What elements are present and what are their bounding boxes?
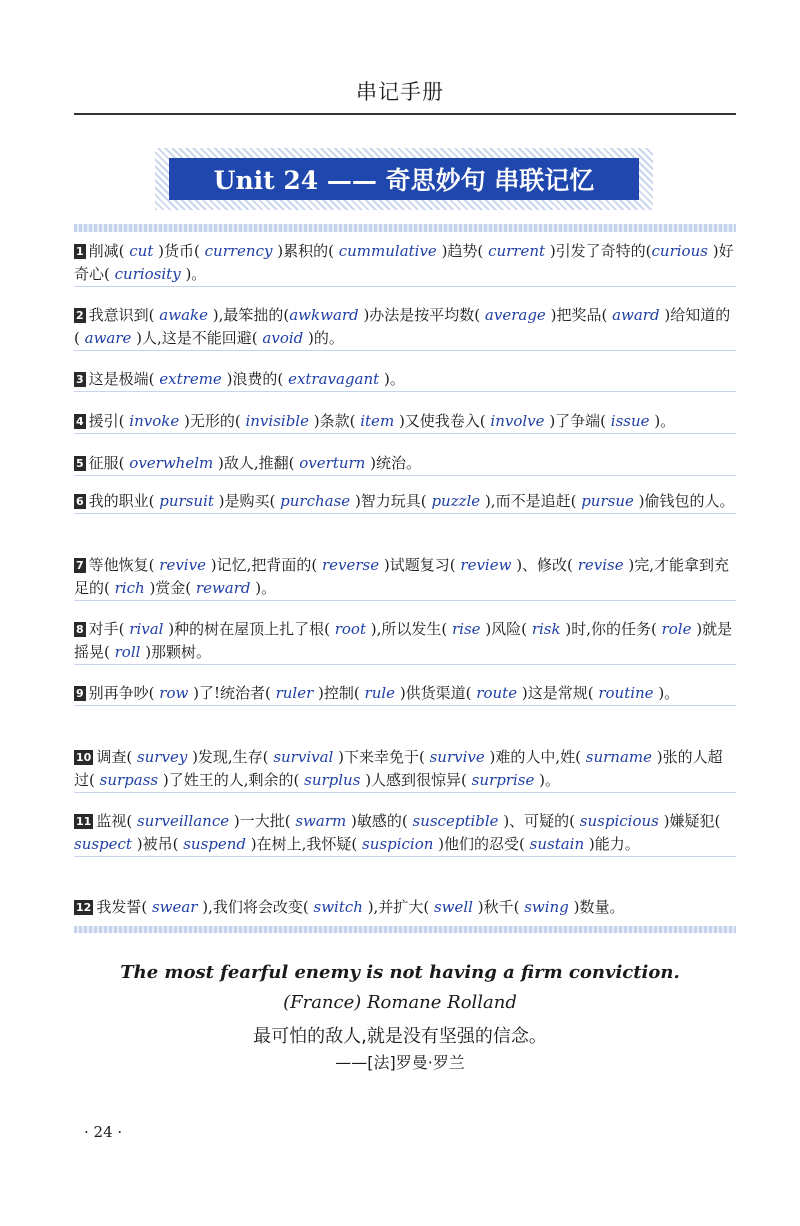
sentence-item <box>74 364 736 392</box>
chinese-text: )种的树在屋顶上扎了根( <box>168 620 330 638</box>
english-keyword: pursuit <box>154 492 219 510</box>
item-number-badge: 10 <box>76 751 92 764</box>
english-keyword: routine <box>593 684 659 702</box>
english-keyword: surpass <box>94 771 163 789</box>
chinese-text: 我意识到( <box>88 306 155 324</box>
chinese-text: )张的人超过( <box>74 748 723 789</box>
chinese-text: )人感到很惊异( <box>365 771 467 789</box>
content-top-border <box>74 224 736 232</box>
sentence-item <box>74 550 736 601</box>
english-keyword: route <box>471 684 522 702</box>
chinese-text: )了!统治者( <box>193 684 271 702</box>
english-keyword: root <box>329 620 371 638</box>
item-number-badge: 9 <box>76 687 84 700</box>
sentence-item <box>74 486 736 514</box>
chinese-text: 削减( <box>88 242 125 260</box>
english-keyword: currency <box>199 242 278 260</box>
chinese-text: 对手( <box>88 620 125 638</box>
english-keyword: suspicious <box>575 812 664 830</box>
chinese-text: )。 <box>658 684 680 702</box>
english-keyword: revive <box>154 556 211 574</box>
chinese-text: )完,才能拿到充足的( <box>74 556 729 597</box>
chinese-text: 我的职业( <box>88 492 155 510</box>
chinese-text: )是购买( <box>218 492 276 510</box>
sentence-item <box>74 406 736 434</box>
english-keyword: awkward <box>289 306 364 324</box>
chinese-text: 等他恢复( <box>88 556 155 574</box>
english-keyword: swell <box>429 898 478 916</box>
chinese-text: )能力。 <box>588 835 640 853</box>
chinese-text: )难的人中,姓( <box>489 748 581 766</box>
english-keyword: current <box>483 242 550 260</box>
chinese-text: )条款( <box>313 412 356 430</box>
english-keyword: pursue <box>576 492 639 510</box>
item-number-badge: 5 <box>76 457 84 470</box>
english-keyword: purchase <box>275 492 355 510</box>
sentence-item <box>74 236 736 287</box>
chinese-text: )办法是按平均数( <box>363 306 481 324</box>
chinese-text: )、修改( <box>516 556 573 574</box>
english-keyword: aware <box>79 329 137 347</box>
chinese-text: )在树上,我怀疑( <box>250 835 358 853</box>
chinese-text: )。 <box>539 771 560 789</box>
chinese-text: 别再争吵( <box>88 684 155 702</box>
chinese-text: )下来幸免于( <box>338 748 425 766</box>
sentence-item <box>74 678 736 706</box>
chinese-text: )。 <box>383 370 405 388</box>
chinese-text: )一大批( <box>233 812 291 830</box>
chinese-text: 这是极端( <box>88 370 155 388</box>
english-keyword: roll <box>109 643 146 661</box>
english-keyword: switch <box>308 898 368 916</box>
english-keyword: awake <box>154 306 213 324</box>
page-header-title: 串记手册 <box>356 80 444 104</box>
english-keyword: swear <box>147 898 203 916</box>
chinese-text: )引发了奇特的( <box>549 242 652 260</box>
english-keyword: rival <box>124 620 169 638</box>
unit-banner-title: Unit 24 —— 奇思妙句 串联记忆 <box>169 158 639 200</box>
english-keyword: overwhelm <box>124 454 219 472</box>
chinese-text: )的。 <box>308 329 344 347</box>
english-keyword: reverse <box>317 556 384 574</box>
english-keyword: issue <box>606 412 655 430</box>
chinese-text: ),而不是追赶( <box>484 492 577 510</box>
item-number-badge: 8 <box>76 623 84 636</box>
item-number-badge: 12 <box>76 901 92 914</box>
chinese-text: )统治。 <box>370 454 421 472</box>
english-keyword: rich <box>109 579 150 597</box>
english-keyword: role <box>656 620 697 638</box>
sentence-item <box>74 300 736 351</box>
chinese-text: 调查( <box>96 748 133 766</box>
english-keyword: surname <box>581 748 657 766</box>
chinese-text: )、可疑的( <box>503 812 576 830</box>
chinese-text: )他们的忍受( <box>438 835 525 853</box>
english-keyword: reward <box>191 579 256 597</box>
item-number-badge: 3 <box>76 373 84 386</box>
english-keyword: rise <box>447 620 486 638</box>
english-keyword: involve <box>485 412 550 430</box>
english-keyword: survival <box>268 748 339 766</box>
english-keyword: puzzle <box>426 492 485 510</box>
english-keyword: suspect <box>74 835 137 853</box>
chinese-text: )累积的( <box>277 242 334 260</box>
sentence-item <box>74 742 736 793</box>
chinese-text: )又使我卷入( <box>398 412 486 430</box>
sentence-item <box>74 448 736 476</box>
english-keyword: award <box>607 306 665 324</box>
quote-english: The most fearful enemy is not having a firm conviction. <box>120 962 680 983</box>
quote-chinese: 最可怕的敌人,就是没有坚强的信念。 <box>253 1026 547 1047</box>
chinese-text: )被吊( <box>136 835 179 853</box>
chinese-text: )。 <box>654 412 676 430</box>
english-keyword: surveillance <box>132 812 234 830</box>
chinese-text: ),所以发生( <box>370 620 448 638</box>
chinese-text: )智力玩具( <box>354 492 427 510</box>
chinese-text: )。 <box>255 579 277 597</box>
chinese-text: )秋千( <box>477 898 520 916</box>
chinese-text: )发现,生存( <box>192 748 269 766</box>
chinese-text: )好奇心( <box>74 242 734 283</box>
sentence-item <box>74 806 736 857</box>
english-keyword: overturn <box>294 454 371 472</box>
english-keyword: sustain <box>524 835 589 853</box>
chinese-text: )货币( <box>158 242 200 260</box>
quote-author-english: (France) Romane Rolland <box>283 992 517 1013</box>
quote-author-chinese: ——[法]罗曼·罗兰 <box>335 1053 465 1072</box>
chinese-text: )就是摇晃( <box>74 620 733 661</box>
chinese-text: )试题复习( <box>383 556 456 574</box>
chinese-text: )人,这是不能回避( <box>136 329 258 347</box>
chinese-text: )趋势( <box>441 242 484 260</box>
english-keyword: surplus <box>299 771 366 789</box>
unit-banner-frame <box>155 148 653 210</box>
sentence-item <box>74 614 736 665</box>
chinese-text: )浪费的( <box>226 370 284 388</box>
english-keyword: suspend <box>178 835 251 853</box>
content-bottom-border <box>74 926 736 933</box>
english-keyword: surprise <box>466 771 540 789</box>
english-keyword: revise <box>572 556 629 574</box>
chinese-text: )嫌疑犯( <box>663 812 721 830</box>
english-keyword: swing <box>519 898 574 916</box>
english-keyword: ruler <box>270 684 319 702</box>
chinese-text: )敌人,推翻( <box>218 454 295 472</box>
chinese-text: )敏感的( <box>351 812 408 830</box>
english-keyword: extravagant <box>283 370 384 388</box>
chinese-text: 征服( <box>88 454 125 472</box>
chinese-text: )。 <box>185 265 207 283</box>
english-keyword: rule <box>359 684 400 702</box>
chinese-text: )时,你的任务( <box>565 620 657 638</box>
english-keyword: cut <box>124 242 159 260</box>
item-number-badge: 1 <box>76 245 84 258</box>
english-keyword: cummulative <box>333 242 442 260</box>
english-keyword: item <box>355 412 399 430</box>
item-number-badge: 11 <box>76 815 92 828</box>
chinese-text: )这是常规( <box>521 684 594 702</box>
english-keyword: curiosity <box>109 265 186 283</box>
item-number-badge: 7 <box>76 559 84 572</box>
english-keyword: susceptible <box>407 812 504 830</box>
chinese-text: )那颗树。 <box>145 643 212 661</box>
chinese-text: )给知道的( <box>74 306 731 347</box>
chinese-text: )记忆,把背面的( <box>210 556 318 574</box>
english-keyword: row <box>154 684 194 702</box>
chinese-text: )把奖品( <box>550 306 608 324</box>
english-keyword: survive <box>424 748 490 766</box>
english-keyword: suspicion <box>357 835 439 853</box>
english-keyword: risk <box>527 620 566 638</box>
chinese-text: 我发誓( <box>96 898 148 916</box>
chinese-text: )风险( <box>485 620 528 638</box>
chinese-text: )供货渠道( <box>399 684 472 702</box>
english-keyword: review <box>455 556 517 574</box>
english-keyword: average <box>480 306 551 324</box>
english-keyword: swarm <box>290 812 352 830</box>
english-keyword: extreme <box>154 370 227 388</box>
chinese-text: )控制( <box>318 684 360 702</box>
english-keyword: invoke <box>124 412 184 430</box>
chinese-text: )数量。 <box>573 898 625 916</box>
english-keyword: avoid <box>257 329 309 347</box>
chinese-text: )无形的( <box>183 412 241 430</box>
chinese-text: )了姓王的人,剩余的( <box>162 771 300 789</box>
sentence-item <box>74 892 736 919</box>
item-number-badge: 4 <box>76 415 84 428</box>
chinese-text: ),我们将会改变( <box>202 898 309 916</box>
chinese-text: 援引( <box>88 412 125 430</box>
header-divider <box>74 113 736 115</box>
english-keyword: invisible <box>240 412 314 430</box>
chinese-text: ),并扩大( <box>367 898 430 916</box>
item-number-badge: 6 <box>76 495 84 508</box>
english-keyword: curious <box>651 242 713 260</box>
english-keyword: survey <box>132 748 193 766</box>
chinese-text: 监视( <box>96 812 133 830</box>
chinese-text: )了争端( <box>549 412 607 430</box>
item-number-badge: 2 <box>76 309 84 322</box>
page-number: · 24 · <box>84 1123 123 1141</box>
chinese-text: )赏金( <box>149 579 192 597</box>
chinese-text: ),最笨拙的( <box>212 306 290 324</box>
chinese-text: )偷钱包的人。 <box>638 492 735 510</box>
